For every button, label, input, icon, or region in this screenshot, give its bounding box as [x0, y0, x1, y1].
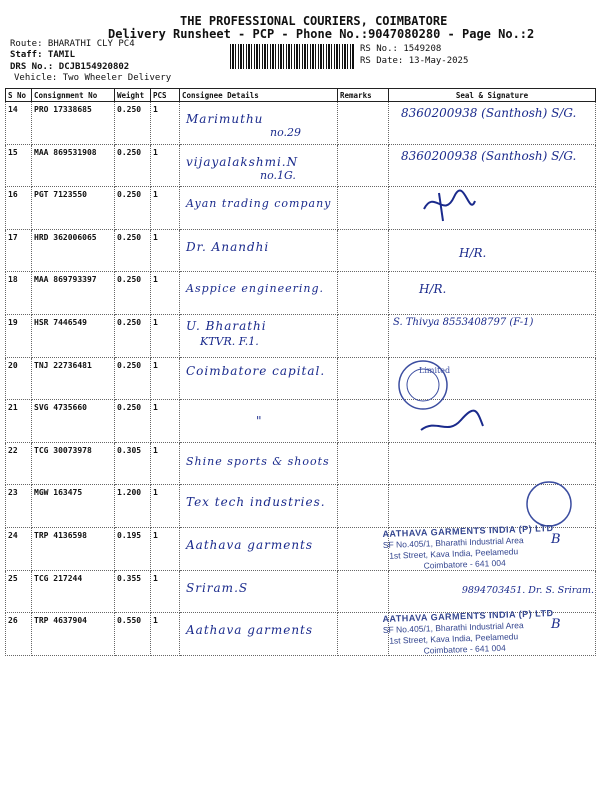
stamp-line3: Coimbatore - 641 004: [423, 557, 506, 571]
row-sno: 16: [6, 187, 32, 230]
company-stamp: [382, 608, 555, 658]
barcode: [230, 44, 355, 69]
row-consignment: MAA 869531908: [32, 144, 115, 187]
consignee-handwriting: U. Bharathi: [186, 318, 267, 333]
signature: H/R.: [419, 282, 447, 297]
consignee-handwriting: Sriram.S: [186, 580, 249, 595]
weight-value: 0.250: [117, 105, 142, 114]
table-row: [6, 314, 596, 357]
row-weight: [115, 229, 151, 272]
table-row: [6, 442, 596, 485]
row-remarks: [338, 485, 389, 528]
row-seal: [382, 522, 596, 571]
weight-value: 0.250: [117, 275, 142, 285]
runsheet-subtitle: Delivery Runsheet - PCP - Phone No.:9047080280 - Page No.:2: [108, 27, 535, 41]
signature: B: [551, 531, 561, 547]
row-pcs: 1: [151, 229, 180, 272]
row-weight: [115, 485, 151, 528]
row-remarks: [338, 570, 389, 613]
stamp-company: AATHAVA GARMENTS INDIA (P) LTD: [382, 522, 554, 539]
stamp-line1: SF No.405/1, Bharathi Industrial Area: [382, 535, 524, 550]
row-weight: [115, 527, 151, 570]
runsheet-title: THE PROFESSIONAL COURIERS, COIMBATORE: [180, 14, 448, 28]
row-consignee: [180, 102, 338, 145]
row-weight: [115, 400, 151, 443]
signature: H/R.: [459, 245, 487, 260]
row-sno: 14: [6, 102, 32, 145]
table-row: [6, 272, 596, 315]
table-row: [6, 102, 596, 145]
row-consignment: TRP 4637904: [32, 613, 115, 656]
row-weight: [115, 272, 151, 315]
table-row: [6, 400, 596, 443]
row-pcs: 1: [151, 485, 180, 528]
row-pcs: 1: [151, 144, 180, 187]
row-consignee: [180, 400, 338, 443]
row-pcs: 1: [151, 187, 180, 230]
row-consignment: TCG 30073978: [32, 442, 115, 485]
row-remarks: [338, 442, 389, 485]
row-remarks: [338, 400, 389, 443]
table-row: [6, 144, 596, 187]
row-consignment: MAA 869793397: [32, 272, 115, 315]
weight-value: 0.250: [117, 232, 142, 242]
row-remarks: [338, 144, 389, 187]
table-row: [6, 357, 596, 400]
row-remarks: [338, 187, 389, 230]
row-pcs: 1: [151, 102, 180, 145]
stamp-line3: Coimbatore - 641 004: [423, 642, 506, 656]
consignee-handwriting: Tex tech industries.: [186, 495, 326, 510]
weight-value: 0.305: [117, 445, 142, 455]
table-header-row: [6, 89, 596, 102]
row-pcs: 1: [151, 613, 180, 656]
row-remarks: [338, 229, 389, 272]
row-sno: 17: [6, 229, 32, 272]
row-pcs: 1: [151, 272, 180, 315]
row-consignment: TCG 217244: [32, 570, 115, 613]
consignee-handwriting: ": [256, 414, 263, 429]
table-row: [6, 229, 596, 272]
col-pcs: PCS: [151, 89, 180, 102]
consignee-handwriting-2: no.29: [270, 126, 302, 139]
row-weight: [115, 613, 151, 656]
runsheet-table: [5, 88, 596, 656]
row-consignment: TRP 4136598: [32, 527, 115, 570]
stamp-line2: 1st Street, Kava India, Peelamedu: [389, 631, 519, 646]
row-remarks: [338, 613, 389, 656]
drs-line: [10, 62, 129, 72]
row-sno: 15: [6, 144, 32, 187]
round-seal-icon: [519, 479, 579, 529]
row-consignee: [180, 144, 338, 187]
row-consignee: [180, 357, 338, 400]
col-sno: S No: [6, 89, 32, 102]
row-pcs: 1: [151, 314, 180, 357]
table-row: [6, 613, 596, 656]
consignee-handwriting-2: KTVR. F.1.: [200, 334, 259, 348]
row-seal: [389, 187, 596, 230]
row-weight: [115, 187, 151, 230]
weight-value: 0.250: [117, 190, 142, 200]
row-consignee: [180, 229, 338, 272]
row-consignment: SVG 4735660: [32, 400, 115, 443]
weight-value: 0.250: [117, 360, 142, 370]
row-consignment: PGT 7123550: [32, 187, 115, 230]
weight-value: 0.195: [117, 530, 142, 540]
weight-value: 0.355: [117, 573, 142, 583]
row-sno: 21: [6, 400, 32, 443]
signature-scribble: [419, 189, 479, 223]
table-row: [6, 570, 596, 613]
rs-date: RS Date: 13-May-2025: [360, 56, 469, 66]
row-weight: [115, 102, 151, 145]
consignee-handwriting: Coimbatore capital.: [186, 363, 326, 378]
row-sno: 25: [6, 570, 32, 613]
row-seal: [389, 570, 596, 613]
vehicle-label: Vehicle: Two Wheeler Delivery: [14, 73, 172, 83]
stamp-line1: SF No.405/1, Bharathi Industrial Area: [382, 620, 524, 636]
row-pcs: 1: [151, 400, 180, 443]
row-consignment: HRD 362006065: [32, 229, 115, 272]
signature-scribble: [417, 400, 487, 438]
row-consignee: [180, 187, 338, 230]
row-pcs: 1: [151, 357, 180, 400]
row-sno: 23: [6, 485, 32, 528]
row-weight: [115, 442, 151, 485]
row-weight: [115, 357, 151, 400]
staff-label: Staff: TAMIL: [10, 50, 76, 60]
table-row: [6, 187, 596, 230]
drs-value: DCJB154920802: [58, 62, 130, 72]
col-consignment: Consignment No: [32, 89, 115, 102]
row-consignment: HSR 7446549: [32, 314, 115, 357]
row-pcs: 1: [151, 527, 180, 570]
col-consignee: Consignee Details: [180, 89, 338, 102]
row-remarks: [338, 102, 389, 145]
row-consignment: PRO 17338685: [32, 102, 115, 145]
row-seal: [382, 608, 596, 656]
row-seal: [389, 400, 596, 443]
consignee-handwriting-2: no.1G.: [260, 168, 296, 182]
drs-label: DRS No.:: [10, 62, 54, 72]
row-consignee: [180, 613, 338, 656]
signature: 8360200938 (Santhosh) S/G.: [401, 106, 577, 120]
row-sno: 19: [6, 314, 32, 357]
consignee-handwriting: Marimuthu: [186, 112, 264, 126]
consignee-handwriting: Aathava garments: [186, 537, 314, 552]
weight-value: 0.250: [117, 317, 142, 327]
row-remarks: [338, 527, 389, 570]
row-pcs: 1: [151, 570, 180, 613]
consignee-handwriting: Shine sports & shoots: [186, 454, 330, 468]
col-remarks: Remarks: [338, 89, 389, 102]
row-remarks: [338, 357, 389, 400]
row-sno: 22: [6, 442, 32, 485]
row-sno: 18: [6, 272, 32, 315]
signature: B: [551, 617, 561, 633]
row-seal: [389, 314, 596, 357]
weight-value: 0.250: [117, 403, 142, 413]
signature: S. Thivya 8553408797 (F-1): [393, 316, 534, 328]
table-row: [6, 527, 596, 570]
row-seal: [389, 144, 596, 187]
row-consignment: MGW 163475: [32, 485, 115, 528]
row-weight: [115, 314, 151, 357]
row-seal: [389, 102, 596, 145]
consignee-handwriting: Dr. Anandhi: [186, 239, 270, 254]
consignee-handwriting: vijayalakshmi.N: [186, 154, 299, 169]
signature: 9894703451. Dr. S. Sriram.: [461, 584, 594, 596]
rs-number: RS No.: 1549208: [360, 44, 442, 54]
route-label: Route: BHARATHI CLY PC4: [10, 39, 135, 49]
col-seal: Seal & Signature: [389, 89, 596, 102]
weight-value: 1.200: [117, 488, 142, 498]
seal-text: Limited: [419, 365, 451, 375]
row-seal: [389, 229, 596, 272]
row-consignee: [180, 527, 338, 570]
row-sno: 24: [6, 527, 32, 570]
stamp-company: AATHAVA GARMENTS INDIA (P) LTD: [382, 608, 554, 625]
stamp-line2: 1st Street, Kava India, Peelamedu: [389, 546, 519, 561]
row-weight: [115, 570, 151, 613]
row-consignee: [180, 314, 338, 357]
row-consignee: [180, 442, 338, 485]
company-stamp: [382, 523, 555, 573]
weight-value: 0.250: [117, 147, 142, 157]
row-remarks: [338, 314, 389, 357]
row-consignee: [180, 570, 338, 613]
consignee-handwriting: Asppice engineering.: [186, 282, 325, 296]
row-consignee: [180, 272, 338, 315]
col-weight: Weight: [115, 89, 151, 102]
row-seal: [389, 272, 596, 315]
row-consignee: [180, 485, 338, 528]
table-row: [6, 485, 596, 528]
row-weight: [115, 144, 151, 187]
row-remarks: [338, 272, 389, 315]
row-pcs: 1: [151, 442, 180, 485]
consignee-handwriting: Aathava garments: [186, 623, 314, 638]
consignee-handwriting: Ayan trading company: [186, 197, 332, 211]
weight-value: 0.550: [117, 616, 142, 626]
signature: 8360200938 (Santhosh) S/G.: [401, 148, 577, 163]
row-sno: 20: [6, 357, 32, 400]
row-consignment: TNJ 22736481: [32, 357, 115, 400]
row-sno: 26: [6, 613, 32, 656]
row-seal: [389, 357, 596, 400]
row-seal: [389, 485, 596, 528]
